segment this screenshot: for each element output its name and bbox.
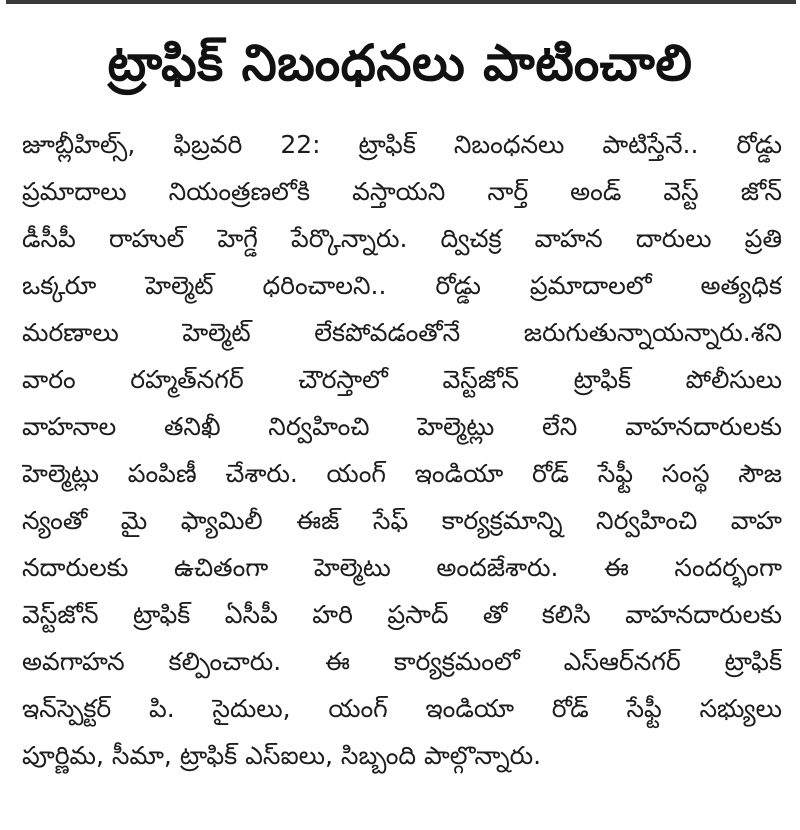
article-line: న్యంతో మై ఫ్యామిలీ ఈజ్ సేఫ్ కార్యక్రమాన్ని నిర్వహించి వాహ xyxy=(22,506,782,535)
article-line: నదారులకు ఉచితంగా హెల్మెటు అందజేశారు. ఈ సందర్భంగా xyxy=(22,553,782,582)
article-line: మరణాలు హెల్మెట్ లేకపోవడంతోనే జరుగుతున్నాయన్నారు.శని xyxy=(22,318,782,347)
article-line: ఇన్‌స్పెక్టర్ పి. సైదులు, యంగ్ ఇండియా రోడ్ సేఫ్టీ సభ్యులు xyxy=(22,694,782,723)
article-body xyxy=(22,121,782,779)
article-line: డీసీపీ రాహుల్ హెగ్డే పేర్కొన్నారు. ద్విచక్ర వాహన దారులు ప్రతి xyxy=(22,224,782,253)
article-line: వారం రహ్మత్‌నగర్ చౌరస్తాలో వెస్ట్‌జోన్ ట్రాఫిక్ పోలీసులు xyxy=(22,365,782,394)
top-rule xyxy=(6,0,796,4)
article-line: పూర్ణిమ, సీమా, ట్రాఫిక్ ఎస్ఐలు, సిబ్బంది పాల్గొన్నారు. xyxy=(22,741,542,770)
article-line: హెల్మెట్లు పంపిణీ చేశారు. యంగ్ ఇండియా రోడ్ సేఫ్టీ సంస్థ సౌజ xyxy=(22,459,782,488)
article-line: వెస్ట్‌జోన్ ట్రాఫిక్ ఏసీపీ హరి ప్రసాద్ తో కలిసి వాహనదారులకు xyxy=(22,600,782,629)
article-line: వాహనాల తనిఖీ నిర్వహించి హెల్మెట్లు లేని వాహనదారులకు xyxy=(22,412,782,441)
article-line: ప్రమాదాలు నియంత్రణలోకి వస్తాయని నార్త్ అండ్ వెస్ట్ జోన్ xyxy=(22,177,782,206)
article-line: అవగాహన కల్పించారు. ఈ కార్యక్రమంలో ఎస్ఆర్‌నగర్ ట్రాఫిక్ xyxy=(22,647,782,676)
article-line: ఒక్కరూ హెల్మెట్ ధరించాలని.. రోడ్డు ప్రమాదాలలో అత్యధిక xyxy=(22,271,782,300)
headline: ట్రాఫిక్ నిబంధనలు పాటించాలి xyxy=(107,33,693,92)
article-line: జూబ్లీహిల్స్, ఫిబ్రవరి 22: ట్రాఫిక్ నిబంధనలు పాటిస్తేనే.. రోడ్డు xyxy=(22,130,782,159)
